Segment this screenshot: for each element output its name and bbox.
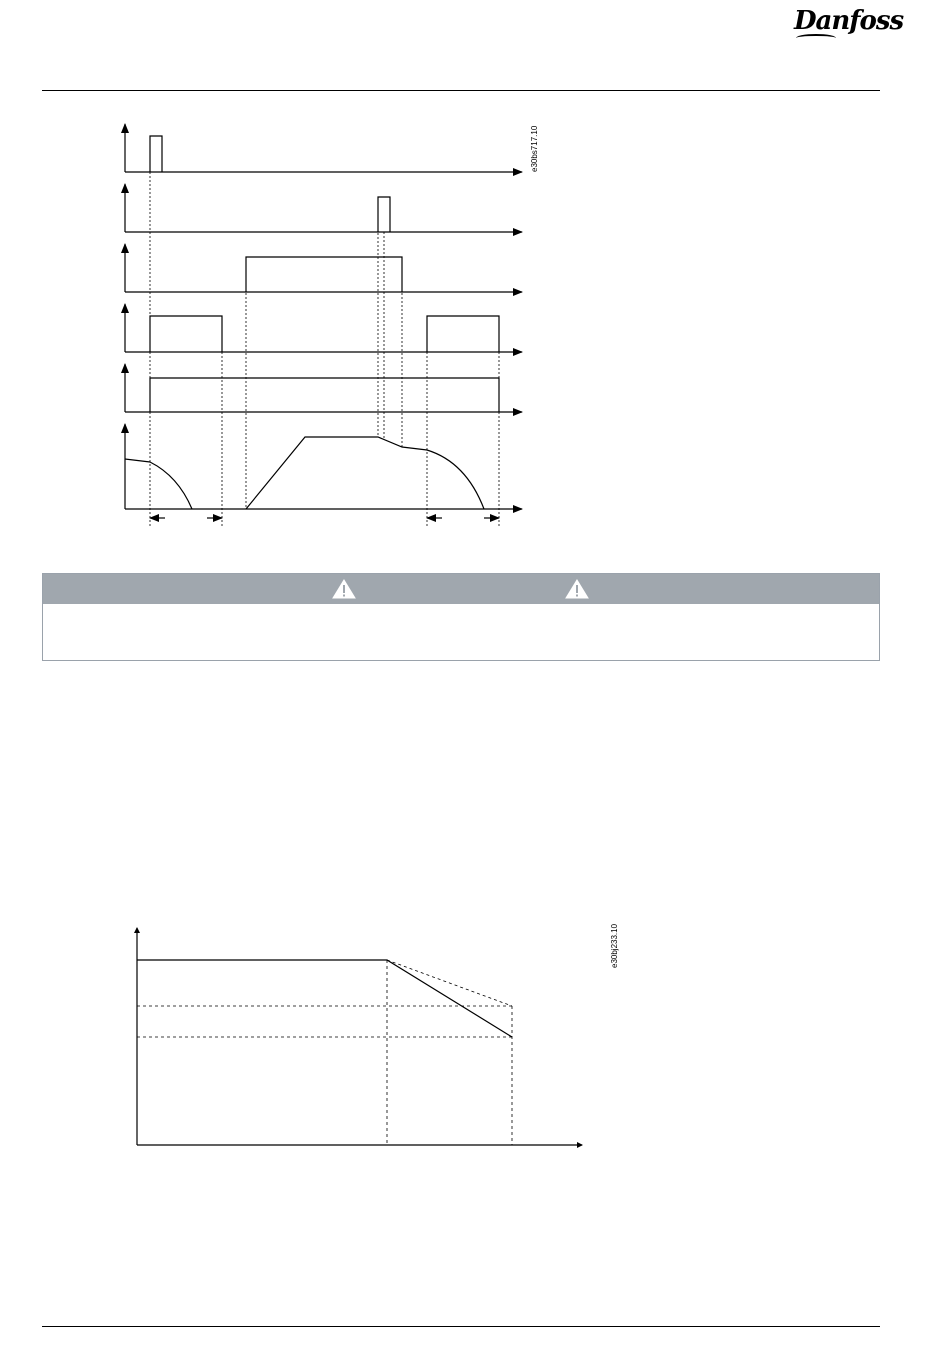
warning-header — [43, 574, 879, 604]
warning-triangle-icon — [565, 579, 589, 599]
graph-main-curve — [137, 960, 512, 1037]
row6-decel-curve-1 — [125, 459, 192, 509]
derating-graph — [0, 900, 950, 1160]
row1-pulse — [150, 136, 162, 172]
row3-signal — [246, 257, 402, 292]
warning-box — [42, 573, 880, 661]
brand-logo: Danfoss — [794, 6, 904, 36]
row4-signal-b — [427, 316, 499, 352]
row6-speed-profile — [246, 437, 484, 509]
row5-signal — [150, 378, 499, 412]
warning-triangle-icon — [332, 579, 356, 599]
row4-signal-a — [150, 316, 222, 352]
timing-diagram — [0, 0, 950, 560]
footer-rule — [42, 1326, 880, 1327]
figure1-code: e30bs717.10 — [530, 125, 539, 172]
row2-pulse — [378, 197, 390, 232]
figure2-code: e30bj233.10 — [610, 923, 619, 968]
